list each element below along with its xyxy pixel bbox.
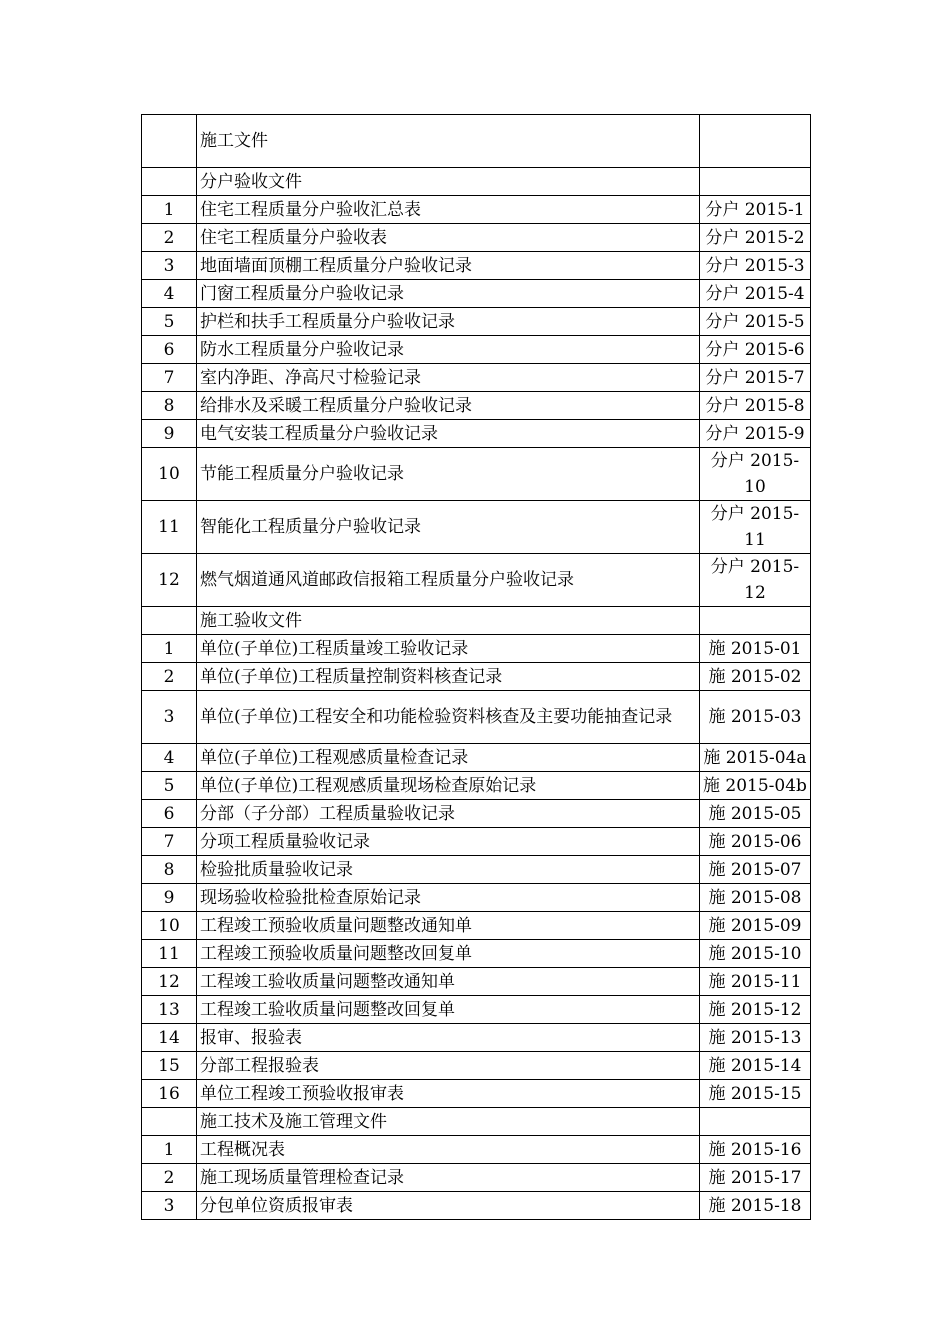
document-name: 单位(子单位)工程观感质量检查记录 — [197, 744, 700, 772]
document-name: 地面墙面顶棚工程质量分户验收记录 — [197, 252, 700, 280]
form-code: 分户 2015-9 — [700, 420, 811, 448]
form-code: 施 2015-06 — [700, 828, 811, 856]
document-name: 住宅工程质量分户验收汇总表 — [197, 196, 700, 224]
document-name: 智能化工程质量分户验收记录 — [197, 501, 700, 554]
form-code: 分户 2015-5 — [700, 308, 811, 336]
table-row — [142, 800, 811, 828]
form-code: 施 2015-07 — [700, 856, 811, 884]
row-number: 3 — [142, 252, 197, 280]
table-row — [142, 635, 811, 663]
form-code: 施 2015-17 — [700, 1164, 811, 1192]
form-code: 施 2015-13 — [700, 1024, 811, 1052]
row-number: 11 — [142, 501, 197, 554]
row-number: 2 — [142, 224, 197, 252]
document-name: 给排水及采暖工程质量分户验收记录 — [197, 392, 700, 420]
document-name: 分项工程质量验收记录 — [197, 828, 700, 856]
table-row — [142, 772, 811, 800]
row-number: 6 — [142, 800, 197, 828]
document-table — [141, 114, 811, 1220]
document-name: 护栏和扶手工程质量分户验收记录 — [197, 308, 700, 336]
document-name: 报审、报验表 — [197, 1024, 700, 1052]
row-number: 7 — [142, 364, 197, 392]
form-code: 分户 2015-12 — [700, 554, 811, 607]
form-code: 施 2015-04b — [700, 772, 811, 800]
document-name: 分包单位资质报审表 — [197, 1192, 700, 1220]
form-code: 施 2015-01 — [700, 635, 811, 663]
form-code: 施 2015-11 — [700, 968, 811, 996]
form-code: 分户 2015-3 — [700, 252, 811, 280]
table-row — [142, 1136, 811, 1164]
row-number: 6 — [142, 336, 197, 364]
row-number — [142, 1108, 197, 1136]
form-code: 施 2015-18 — [700, 1192, 811, 1220]
document-name: 工程竣工验收质量问题整改通知单 — [197, 968, 700, 996]
document-name: 室内净距、净高尺寸检验记录 — [197, 364, 700, 392]
form-code — [700, 1108, 811, 1136]
row-number: 9 — [142, 884, 197, 912]
form-code: 施 2015-15 — [700, 1080, 811, 1108]
document-name: 单位工程竣工预验收报审表 — [197, 1080, 700, 1108]
row-number: 5 — [142, 308, 197, 336]
document-name: 工程竣工验收质量问题整改回复单 — [197, 996, 700, 1024]
document-name: 单位(子单位)工程观感质量现场检查原始记录 — [197, 772, 700, 800]
table-row — [142, 744, 811, 772]
row-number — [142, 168, 197, 196]
table-row — [142, 968, 811, 996]
row-number — [142, 607, 197, 635]
document-name: 单位(子单位)工程质量控制资料核查记录 — [197, 663, 700, 691]
document-name: 检验批质量验收记录 — [197, 856, 700, 884]
row-number: 10 — [142, 448, 197, 501]
form-code: 分户 2015-10 — [700, 448, 811, 501]
table-row — [142, 224, 811, 252]
form-code: 分户 2015-6 — [700, 336, 811, 364]
row-number: 2 — [142, 663, 197, 691]
row-number: 13 — [142, 996, 197, 1024]
document-name: 单位(子单位)工程安全和功能检验资料核查及主要功能抽查记录 — [197, 691, 700, 744]
table-row — [142, 1164, 811, 1192]
document-name: 工程竣工预验收质量问题整改通知单 — [197, 912, 700, 940]
form-code: 施 2015-14 — [700, 1052, 811, 1080]
document-name: 分部工程报验表 — [197, 1052, 700, 1080]
table-row — [142, 308, 811, 336]
form-code — [700, 607, 811, 635]
row-number: 7 — [142, 828, 197, 856]
document-name: 电气安装工程质量分户验收记录 — [197, 420, 700, 448]
document-name: 门窗工程质量分户验收记录 — [197, 280, 700, 308]
table-row — [142, 1080, 811, 1108]
form-code: 分户 2015-2 — [700, 224, 811, 252]
row-number: 8 — [142, 392, 197, 420]
section-title: 施工文件 — [197, 115, 700, 168]
section-title: 施工技术及施工管理文件 — [197, 1108, 700, 1136]
section-header-row — [142, 168, 811, 196]
row-number: 8 — [142, 856, 197, 884]
form-code: 施 2015-08 — [700, 884, 811, 912]
section-title: 施工验收文件 — [197, 607, 700, 635]
form-code: 施 2015-16 — [700, 1136, 811, 1164]
section-header-row — [142, 607, 811, 635]
table-row — [142, 856, 811, 884]
form-code: 分户 2015-8 — [700, 392, 811, 420]
row-number: 12 — [142, 968, 197, 996]
document-name: 现场验收检验批检查原始记录 — [197, 884, 700, 912]
document-name: 工程概况表 — [197, 1136, 700, 1164]
table-row — [142, 1024, 811, 1052]
form-code — [700, 115, 811, 168]
row-number: 1 — [142, 635, 197, 663]
form-code: 施 2015-03 — [700, 691, 811, 744]
section-header-row — [142, 1108, 811, 1136]
form-code: 施 2015-05 — [700, 800, 811, 828]
form-code: 分户 2015-11 — [700, 501, 811, 554]
row-number: 3 — [142, 691, 197, 744]
table-row — [142, 252, 811, 280]
row-number — [142, 115, 197, 168]
row-number: 16 — [142, 1080, 197, 1108]
form-code: 施 2015-09 — [700, 912, 811, 940]
document-name: 住宅工程质量分户验收表 — [197, 224, 700, 252]
form-code: 分户 2015-1 — [700, 196, 811, 224]
table-row — [142, 280, 811, 308]
table-row — [142, 691, 811, 744]
table-row — [142, 996, 811, 1024]
table-row — [142, 663, 811, 691]
table-row — [142, 1192, 811, 1220]
form-code: 施 2015-02 — [700, 663, 811, 691]
table-row — [142, 940, 811, 968]
form-code: 分户 2015-7 — [700, 364, 811, 392]
row-number: 4 — [142, 744, 197, 772]
row-number: 11 — [142, 940, 197, 968]
row-number: 14 — [142, 1024, 197, 1052]
table-row — [142, 364, 811, 392]
table-row — [142, 448, 811, 501]
row-number: 4 — [142, 280, 197, 308]
row-number: 3 — [142, 1192, 197, 1220]
table-row — [142, 336, 811, 364]
table-row — [142, 912, 811, 940]
document-name: 防水工程质量分户验收记录 — [197, 336, 700, 364]
table-row — [142, 420, 811, 448]
table-row — [142, 196, 811, 224]
form-code — [700, 168, 811, 196]
table-row — [142, 392, 811, 420]
row-number: 2 — [142, 1164, 197, 1192]
document-name: 燃气烟道通风道邮政信报箱工程质量分户验收记录 — [197, 554, 700, 607]
form-code: 施 2015-12 — [700, 996, 811, 1024]
section-title: 分户验收文件 — [197, 168, 700, 196]
form-code: 施 2015-04a — [700, 744, 811, 772]
document-name: 工程竣工预验收质量问题整改回复单 — [197, 940, 700, 968]
document-name: 节能工程质量分户验收记录 — [197, 448, 700, 501]
row-number: 10 — [142, 912, 197, 940]
form-code: 施 2015-10 — [700, 940, 811, 968]
table-row — [142, 554, 811, 607]
row-number: 1 — [142, 196, 197, 224]
document-name: 施工现场质量管理检查记录 — [197, 1164, 700, 1192]
row-number: 15 — [142, 1052, 197, 1080]
row-number: 12 — [142, 554, 197, 607]
section-header-row — [142, 115, 811, 168]
table-row — [142, 1052, 811, 1080]
table-row — [142, 884, 811, 912]
table-row — [142, 501, 811, 554]
table-row — [142, 828, 811, 856]
document-name: 分部（子分部）工程质量验收记录 — [197, 800, 700, 828]
row-number: 5 — [142, 772, 197, 800]
document-name: 单位(子单位)工程质量竣工验收记录 — [197, 635, 700, 663]
row-number: 1 — [142, 1136, 197, 1164]
row-number: 9 — [142, 420, 197, 448]
form-code: 分户 2015-4 — [700, 280, 811, 308]
